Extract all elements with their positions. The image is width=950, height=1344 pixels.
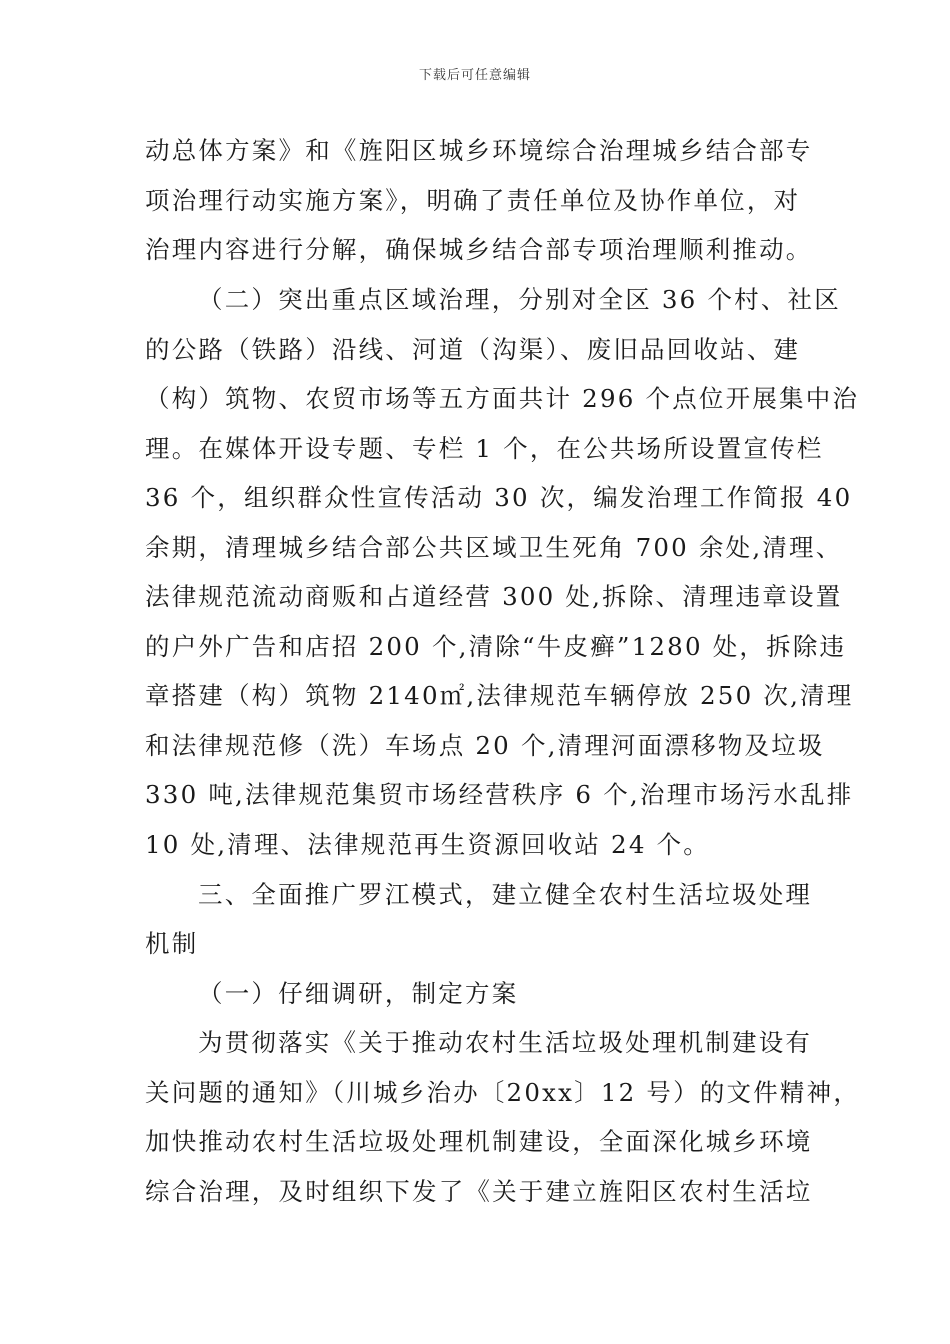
text-line: 为贯彻落实《关于推动农村生活垃圾处理机制建设有: [198, 1028, 813, 1057]
text-line: 动总体方案》和《旌阳区城乡环境综合治理城乡结合部专: [145, 136, 813, 165]
text-line: （构）筑物、农贸市场等五方面共计 296 个点位开展集中治: [145, 384, 860, 413]
text-line: 章搭建（构）筑物 2140㎡,法律规范车辆停放 250 次,清理: [145, 681, 854, 710]
text-line: 10 处,清理、法律规范再生资源回收站 24 个。: [145, 830, 711, 859]
text-line: 330 吨,法律规范集贸市场经营秩序 6 个,治理市场污水乱排: [145, 780, 854, 809]
subsection-heading: （一）仔细调研，制定方案: [198, 979, 519, 1008]
text-line: 的公路（铁路）沿线、河道（沟渠）、废旧品回收站、建: [145, 335, 801, 364]
section-heading-cont: 机制: [145, 929, 199, 958]
text-line: 36 个，组织群众性宣传活动 30 次，编发治理工作简报 40: [145, 483, 853, 512]
text-line: 项治理行动实施方案》，明确了责任单位及协作单位，对: [145, 186, 801, 215]
section-heading: 三、全面推广罗江模式，建立健全农村生活垃圾处理: [198, 880, 813, 909]
text-line: 法律规范流动商贩和占道经营 300 处,拆除、清理违章设置: [145, 582, 843, 611]
text-line: 余期，清理城乡结合部公共区域卫生死角 700 余处,清理、: [145, 533, 843, 562]
text-line: 综合治理，及时组织下发了《关于建立旌阳区农村生活垃: [145, 1177, 813, 1206]
text-line: 理。在媒体开设专题、专栏 1 个，在公共场所设置宣传栏: [145, 434, 824, 463]
text-line: 加快推动农村生活垃圾处理机制建设，全面深化城乡环境: [145, 1127, 813, 1156]
text-line: 治理内容进行分解，确保城乡结合部专项治理顺利推动。: [145, 235, 813, 264]
text-line: 和法律规范修（洗）车场点 20 个,清理河面漂移物及垃圾: [145, 731, 825, 760]
text-line: （二）突出重点区域治理，分别对全区 36 个村、社区: [198, 285, 841, 314]
text-line: 的户外广告和店招 200 个,清除“牛皮癣”1280 处，拆除违: [145, 632, 847, 661]
text-line: 关问题的通知》（川城乡治办〔20xx〕12 号）的文件精神，: [145, 1078, 861, 1107]
header-note: 下载后可任意编辑: [418, 68, 531, 83]
